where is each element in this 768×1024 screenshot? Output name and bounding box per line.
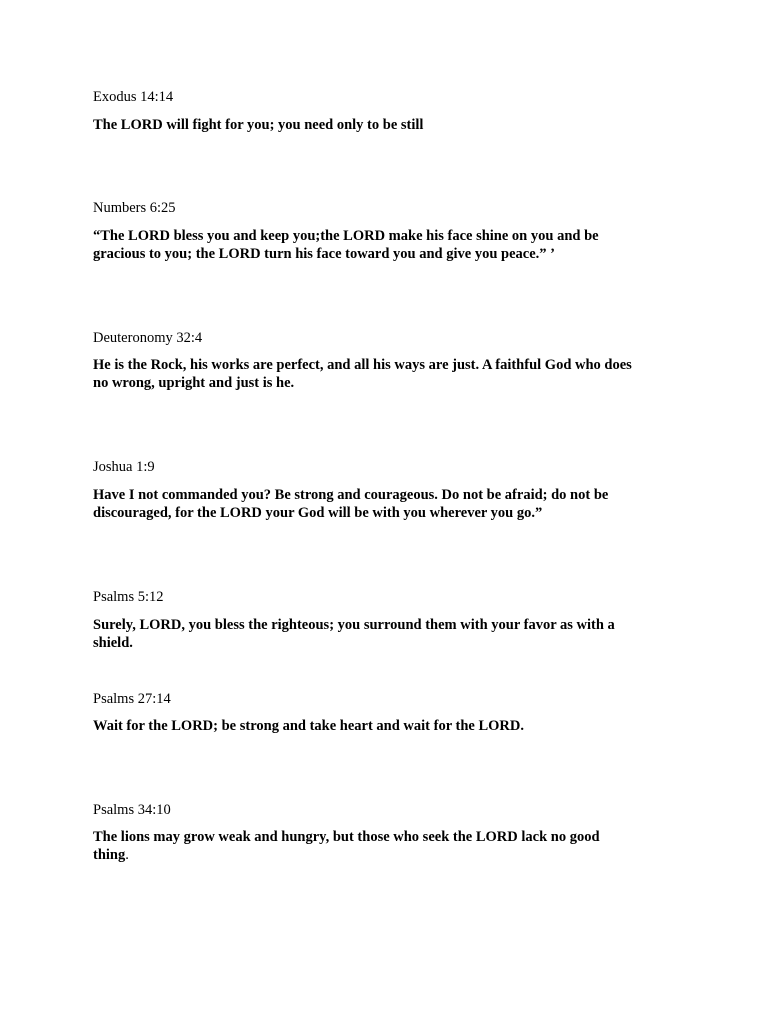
verse-line-tail: . <box>125 847 129 863</box>
verse-line: “The LORD bless you and keep you;the LORD make his face shine on you and be <box>93 228 599 244</box>
verse-text <box>93 116 683 134</box>
verse-text <box>93 828 683 864</box>
verse-text <box>93 227 683 263</box>
verse-reference: Joshua 1:9 <box>93 459 155 475</box>
verse-line: The lions may grow weak and hungry, but those who seek the LORD lack no good <box>93 829 600 845</box>
verse-line: He is the Rock, his works are perfect, and all his ways are just. A faithful God who does <box>93 357 632 373</box>
verse-text <box>93 616 683 652</box>
verse-line: gracious to you; the LORD turn his face toward you and give you peace.” ’ <box>93 246 555 262</box>
verse-line: no wrong, upright and just is he. <box>93 375 295 391</box>
verse-reference: Psalms 27:14 <box>93 691 171 707</box>
verse-line: shield. <box>93 635 133 651</box>
verse-text <box>93 486 683 522</box>
verse-line-last <box>93 846 683 864</box>
verse-line-text: thing <box>93 847 126 863</box>
verse-text <box>93 356 683 392</box>
verse-line: The LORD will fight for you; you need only to be still <box>93 117 424 133</box>
verse-reference: Psalms 34:10 <box>93 802 171 818</box>
verse-text <box>93 717 683 735</box>
verse-reference: Deuteronomy 32:4 <box>93 330 203 346</box>
verse-reference: Numbers 6:25 <box>93 200 176 216</box>
verse-reference: Psalms 5:12 <box>93 589 164 605</box>
verse-reference: Exodus 14:14 <box>93 89 174 105</box>
verse-line: Have I not commanded you? Be strong and courageous. Do not be afraid; do not be <box>93 487 609 503</box>
verse-line: Surely, LORD, you bless the righteous; you surround them with your favor as with a <box>93 617 615 633</box>
verse-line: Wait for the LORD; be strong and take heart and wait for the LORD. <box>93 718 524 734</box>
verse-line: discouraged, for the LORD your God will be with you wherever you go.” <box>93 505 543 521</box>
